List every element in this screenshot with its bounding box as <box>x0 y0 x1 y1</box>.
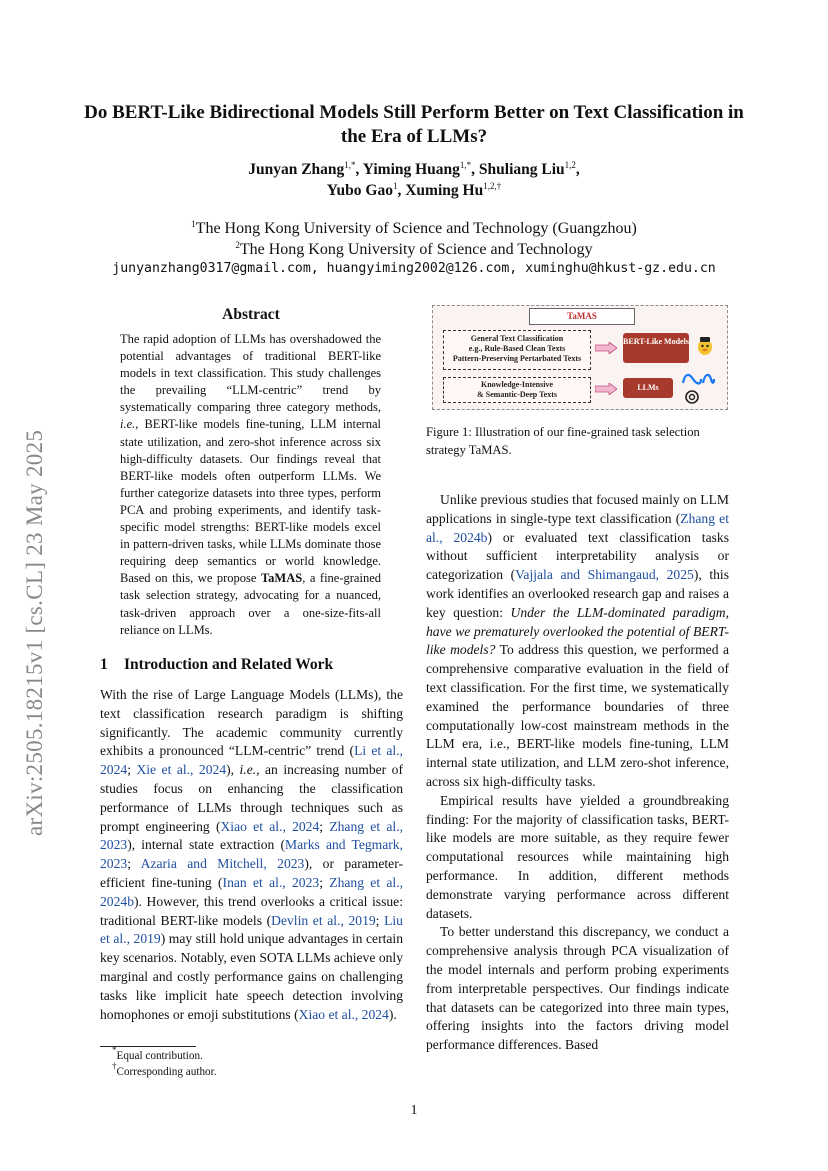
footnote <box>112 1060 217 1081</box>
box-line: e.g., Rule-Based Clean Texts <box>468 344 566 353</box>
box-line: Knowledge-Intensive <box>481 380 553 389</box>
citation-link[interactable]: Marks and Tegmark, 2023 <box>100 837 403 872</box>
affiliation-1 <box>100 218 728 239</box>
right-column-body <box>426 491 729 1055</box>
author-name: Yubo Gao <box>326 182 393 199</box>
author-emails: junyanzhang0317@gmail.com, huangyiming2002@126.com, xuminghu@hkust-gz.edu.cn <box>112 261 716 276</box>
author-sup: 1,* <box>344 160 356 170</box>
body-text: With the rise of Large Language Models (LLMs), the text classification research paradigm is shifting significantly. The academic community currently exhibits a pronounced “LLM-centric” trend ( <box>100 687 403 759</box>
bert-character-icon <box>697 336 713 360</box>
intro-paragraph <box>100 686 403 1024</box>
abstract-fragment: BERT-like models fine-tuning, LLM internal state utilization, and zero-shot inference across six high-difficulty datasets. Our findings reveal that BERT-like models often outperform LLMs. We further categorize datasets into three types, perform PCA and probing experiments, and identify task-specific model strengths: BERT-like models excel in pattern-driven tasks, while LLMs dominate those requiring deep semantics or world knowledge. Based on this, we propose <box>120 417 381 586</box>
body-text: ), this work identifies an overlooked research gap and raises a key question: <box>426 567 729 620</box>
box-line: Pattern-Preserving Pertarbated Texts <box>452 354 582 363</box>
page-number: 1 <box>410 1103 418 1118</box>
section-title: Introduction and Related Work <box>124 656 334 673</box>
body-text: To address this question, we performed a comprehensive comparative evaluation in the field of text classification. For the first time, we systematically examined the performance boundaries of three computationally low-cost mainstream methods in the LLM era, i.e., BERT-like models fine-tuning, LLM internal state utilization, and LLM zero-shot inference, across six high-difficulty tasks. <box>426 642 730 789</box>
affiliations <box>100 218 728 260</box>
footnote <box>112 1045 217 1065</box>
body-text: ). However, this trend overlooks a critical issue: traditional BERT-like models ( <box>100 893 403 928</box>
citation-link[interactable]: Vajjala and Shimangaud, 2025 <box>515 567 694 583</box>
citation-link[interactable]: Zhang et al., 2023 <box>100 818 403 853</box>
citation-link[interactable]: Zhang et al., 2024b <box>426 510 729 545</box>
author-sup: 1 <box>392 181 398 191</box>
abstract-heading: Abstract <box>222 306 280 323</box>
footnote-mark: * <box>112 1045 117 1055</box>
author-line-1: Junyan Zhang$^{1,*}$, Yiming Huang$^{1,*}$, Shuliang Liu$^{1,2}$, <box>248 160 580 178</box>
abstract-fragment: TaMAS <box>260 571 303 586</box>
author-name: Xuming Hu <box>405 182 484 199</box>
section-heading <box>100 656 333 674</box>
citation-link[interactable]: Xiao et al., 2024 <box>220 818 320 834</box>
citation-link[interactable]: Zhang et al., 2024b <box>100 874 403 909</box>
footnotes <box>112 1045 217 1080</box>
arrow-right-icon <box>595 383 617 395</box>
citation-link[interactable]: Liu et al., 2019 <box>100 912 403 947</box>
body-paragraph: To better understand this discrepancy, we conduct a comprehensive analysis through PCA visualization of the model internals and perform probing experiments from interpretable perspectives. Our findings indicate that datasets can be categorized into three main types, offering insights into the factors driving model performance differences. Based <box>426 924 729 1053</box>
citation-link[interactable]: Devlin et al., 2019 <box>271 912 376 928</box>
affiliation-sup: 1 <box>191 219 196 229</box>
author-sup: 1,2 <box>564 160 576 170</box>
body-text: ; <box>127 762 137 778</box>
citation-link[interactable]: Li et al., 2024 <box>100 743 403 778</box>
author-name: Yiming Huang <box>362 161 460 178</box>
author-name: Junyan Zhang <box>248 161 345 178</box>
body-text: ), <box>226 762 240 778</box>
paper-title: Do BERT-Like Bidirectional Models Still Perform Better on Text Classification in the Era of LLMs? <box>84 102 744 147</box>
body-text: ; <box>127 856 141 872</box>
figure-title: TaMAS <box>529 308 635 325</box>
body-text: ), internal state extraction ( <box>127 837 286 853</box>
affiliation-2 <box>100 239 728 260</box>
author-list <box>120 159 708 201</box>
author-line-2: Yubo Gao$^1$, Xuming $Hu^{1,2,\dagger}$ <box>326 181 502 199</box>
box-line: General Text Classification <box>470 334 564 343</box>
figure-caption: Figure 1: Illustration of our fine-grained task selection strategy TaMAS. <box>426 425 700 457</box>
body-text: ; <box>319 818 330 834</box>
openai-logo-icon <box>684 389 700 409</box>
citation-link[interactable]: Xie et al., 2024 <box>136 762 227 778</box>
body-text: Unlike previous studies that focused mainly on LLM applications in single-type text classification ( <box>426 492 729 526</box>
bert-like-models-box: BERT-Like Models <box>623 333 689 363</box>
research-question: Under the LLM-dominated paradigm, have we prematurely overlooked the potential of BERT-like models? <box>426 604 729 658</box>
general-text-box <box>443 330 591 370</box>
citation-link[interactable]: Azaria and Mitchell, 2023 <box>140 856 305 872</box>
abstract-fragment: , a fine-grained task selection strategy, advocating for a nuanced, task-driven approach over a one-size-fits-all reliance on LLMs. <box>120 571 381 637</box>
author-sup: 1,2,† <box>483 181 502 191</box>
body-text: ; <box>375 912 385 928</box>
abstract-fragment: i.e., <box>120 417 139 432</box>
body-paragraph <box>426 491 729 792</box>
body-text: ; <box>319 874 330 890</box>
author-name: Shuliang Liu <box>478 161 565 178</box>
footnote-text: Corresponding author. <box>116 1065 217 1078</box>
meta-logo-icon <box>681 372 715 390</box>
knowledge-text-box <box>443 377 591 403</box>
affiliation-text: The Hong Kong University of Science and Technology <box>239 241 593 258</box>
abstract-text <box>120 331 381 639</box>
body-text: i.e., <box>239 762 260 778</box>
citation-link[interactable]: Inan et al., 2023 <box>222 874 320 890</box>
body-text: an increasing number of studies focus on enhancing the classification performance of LLMs through techniques such as prompt engineering ( <box>100 762 403 834</box>
llms-box: LLMs <box>623 378 673 398</box>
box-line: & Semantic-Deep Texts <box>477 390 557 399</box>
figure-tamas <box>432 305 728 410</box>
body-paragraph: Empirical results have yielded a groundbreaking finding: For the majority of classification tasks, BERT-like models are more suitable, as they require fewer computational resources while maintaining high performance. In addition, different methods demonstrate varying performance across different datasets. <box>426 792 729 921</box>
affiliation-sup: 2 <box>235 240 240 250</box>
author-sup: 1,* <box>459 160 472 170</box>
arxiv-stamp-text: arXiv:2505.18215v1 [cs.CL] 23 May 2025 <box>22 429 47 836</box>
body-text: ) may still hold unique advantages in certain key scenarios. Notably, even SOTA LLMs achieve only marginal and costly performance gains on challenging tasks like implicit hate speech detection involving homophones or emoji substitutions ( <box>100 931 403 1022</box>
citation-link[interactable]: Xiao et al., 2024 <box>298 1006 389 1022</box>
arrow-right-icon <box>595 342 617 354</box>
arxiv-stamp <box>22 336 52 836</box>
body-text: ), or parameter-efficient fine-tuning ( <box>100 856 403 890</box>
affiliation-text: The Hong Kong University of Science and Technology (Guangzhou) <box>195 220 637 237</box>
body-text: ) or evaluated text classification tasks without sufficient interpretability analysis or categorization ( <box>426 529 729 583</box>
footnote-text: Equal contribution. <box>116 1050 203 1062</box>
section-number: 1 <box>100 656 108 673</box>
footnote-mark: † <box>112 1060 117 1071</box>
body-text: ). <box>388 1006 397 1022</box>
abstract-fragment: The rapid adoption of LLMs has overshadowed the potential advantages of traditional BERT-like models in text classification. This study challenges the prevailing “LLM-centric” trend by systematically comparing three category methods, <box>120 332 381 415</box>
